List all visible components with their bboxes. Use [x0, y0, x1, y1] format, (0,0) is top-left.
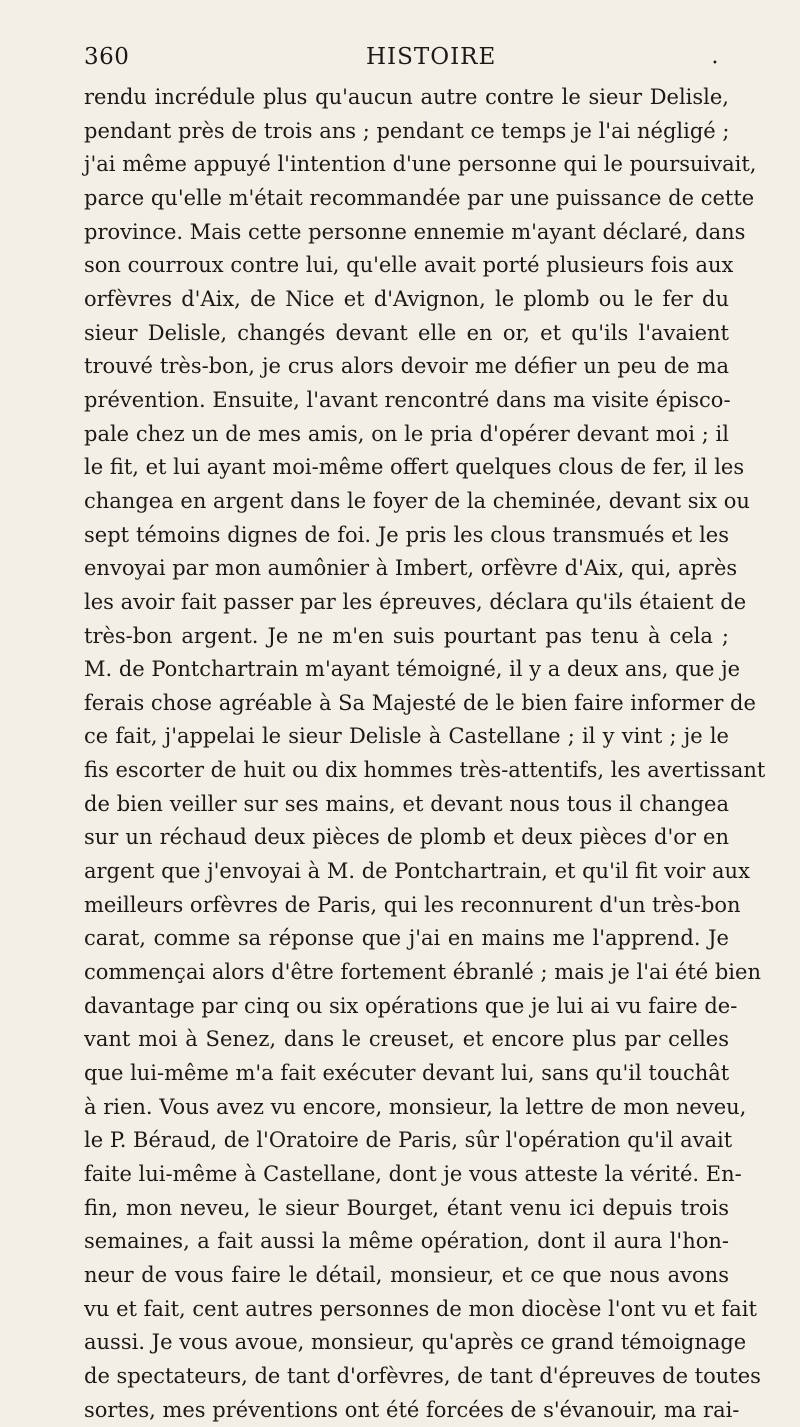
text-line: que lui-même m'a fait exécuter devant lui, sans qu'il touchât — [84, 1061, 730, 1086]
text-line: province. Mais cette personne ennemie m'ayant déclaré, dans — [84, 219, 746, 244]
text-line: faite lui-même à Castellane, dont je vous atteste la vérité. En- — [84, 1162, 742, 1186]
body-text — [84, 81, 766, 1427]
text-line: à rien. Vous avez vu encore, monsieur, la lettre de mon neveu, — [84, 1094, 747, 1119]
text-line: très-bon argent. Je ne m'en suis pourtant pas tenu à cela ; — [84, 623, 729, 648]
text-line: commençai alors d'être fortement ébranlé ; mais je l'ai été bien — [84, 960, 761, 985]
text-line: pale chez un de mes amis, on le pria d'opérer devant moi ; il — [84, 421, 729, 446]
printer-mark: • — [712, 58, 719, 69]
page-number: 360 — [84, 44, 130, 70]
running-head — [84, 44, 729, 84]
text-line: parce qu'elle m'était recommandée par une puissance de cette — [84, 185, 755, 210]
running-title: HISTOIRE — [366, 44, 497, 70]
text-line: changea en argent dans le foyer de la cheminée, devant six ou — [84, 488, 750, 513]
text-line: meilleurs orfèvres de Paris, qui les reconnurent d'un très-bon — [84, 892, 741, 917]
text-line: semaines, a fait aussi la même opération, dont il aura l'hon- — [84, 1229, 729, 1254]
text-line: vant moi à Senez, dans le creuset, et encore plus par celles — [84, 1027, 729, 1052]
text-line: sortes, mes préventions ont été forcées de s'évanouir, ma rai- — [84, 1397, 740, 1422]
text-line: orfèvres d'Aix, de Nice et d'Avignon, le plomb ou le fer du — [84, 286, 729, 311]
text-line: M. de Pontchartrain m'ayant témoigné, il y a deux ans, que je — [84, 657, 741, 682]
text-line: de bien veiller sur ses mains, et devant nous tous il changea — [84, 791, 729, 816]
text-line: le P. Béraud, de l'Oratoire de Paris, sûr l'opération qu'il avait — [84, 1128, 733, 1153]
text-line: son courroux contre lui, qu'elle avait porté plusieurs fois aux — [84, 253, 734, 278]
text-line: neur de vous faire le détail, monsieur, et ce que nous avons — [84, 1262, 729, 1287]
text-line: trouvé très-bon, je crus alors devoir me défier un peu de ma — [84, 354, 729, 379]
text-line: sur un réchaud deux pièces de plomb et deux pièces d'or en — [84, 825, 729, 850]
text-line: argent que j'envoyai à M. de Pontchartrain, et qu'il fit voir aux — [84, 859, 750, 884]
text-line: de spectateurs, de tant d'orfèvres, de tant d'épreuves de toutes — [84, 1363, 761, 1388]
text-line: sieur Delisle, changés devant elle en or, et qu'ils l'avaient — [84, 320, 729, 345]
text-line: vu et fait, cent autres personnes de mon diocèse l'ont vu et fait — [84, 1296, 757, 1321]
text-line: le fit, et lui ayant moi-même offert quelques clous de fer, il les — [84, 455, 745, 480]
text-line: fis escorter de huit ou dix hommes très-attentifs, les avertissant — [84, 758, 766, 783]
text-line: davantage par cinq ou six opérations que je lui ai vu faire de- — [84, 993, 738, 1018]
text-line: sept témoins dignes de foi. Je pris les clous transmués et les — [84, 522, 729, 547]
text-line: fin, mon neveu, le sieur Bourget, étant venu ici depuis trois — [84, 1195, 729, 1220]
text-line: ferais chose agréable à Sa Majesté de le bien faire informer de — [84, 690, 756, 715]
text-line: ce fait, j'appelai le sieur Delisle à Castellane ; il y vint ; je le — [84, 724, 729, 749]
text-line: carat, comme sa réponse que j'ai en mains me l'apprend. Je — [84, 926, 729, 951]
text-line: aussi. Je vous avoue, monsieur, qu'après ce grand témoignage — [84, 1330, 747, 1355]
text-line: envoyai par mon aumônier à Imbert, orfèvre d'Aix, qui, après — [84, 556, 738, 581]
text-line: les avoir fait passer par les épreuves, déclara qu'ils étaient de — [84, 589, 747, 614]
text-line: prévention. Ensuite, l'avant rencontré dans ma visite épisco- — [84, 387, 731, 412]
text-line: rendu incrédule plus qu'aucun autre contre le sieur Delisle, — [84, 85, 729, 109]
text-line: j'ai même appuyé l'intention d'une personne qui le poursuivait, — [84, 152, 757, 177]
text-line: pendant près de trois ans ; pendant ce temps je l'ai négligé ; — [84, 118, 730, 143]
